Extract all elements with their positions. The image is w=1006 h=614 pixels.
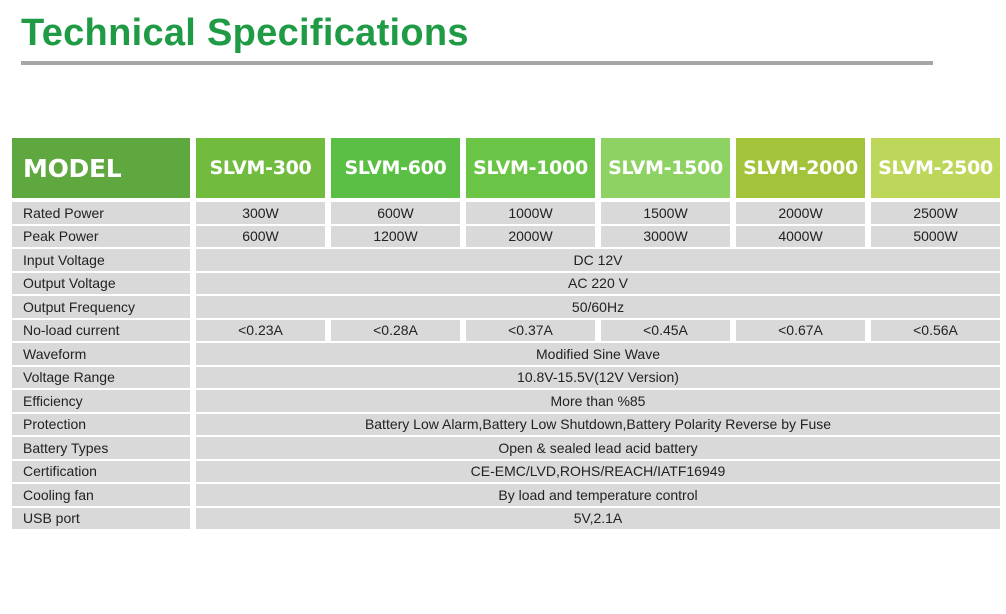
spec-label: Battery Types <box>12 437 190 459</box>
spec-value-shared: 5V,2.1A <box>196 508 1000 530</box>
spec-label: Voltage Range <box>12 367 190 389</box>
spec-label: Waveform <box>12 343 190 365</box>
spec-value: 3000W <box>601 226 730 248</box>
spec-label: USB port <box>12 508 190 530</box>
spec-value: 600W <box>196 226 325 248</box>
spec-table <box>12 138 1000 529</box>
model-header-slvm-1000: SLVM-1000 <box>466 138 595 198</box>
spec-label: Peak Power <box>12 226 190 248</box>
spec-value-shared: Modified Sine Wave <box>196 343 1000 365</box>
spec-value: 1000W <box>466 202 595 224</box>
spec-label: Input Voltage <box>12 249 190 271</box>
spec-value: 2500W <box>871 202 1000 224</box>
spec-value: 2000W <box>736 202 865 224</box>
model-header-slvm-300: SLVM-300 <box>196 138 325 198</box>
spec-label: Protection <box>12 414 190 436</box>
model-header-slvm-2500: SLVM-2500 <box>871 138 1000 198</box>
spec-label: Output Voltage <box>12 273 190 295</box>
spec-value-shared: 50/60Hz <box>196 296 1000 318</box>
model-header-slvm-2000: SLVM-2000 <box>736 138 865 198</box>
spec-value: <0.28A <box>331 320 460 342</box>
spec-value: <0.56A <box>871 320 1000 342</box>
spec-value-shared: CE-EMC/LVD,ROHS/REACH/IATF16949 <box>196 461 1000 483</box>
spec-value: <0.45A <box>601 320 730 342</box>
spec-value: 1200W <box>331 226 460 248</box>
page-title: Technical Specifications <box>21 12 469 54</box>
spec-value: 1500W <box>601 202 730 224</box>
spec-value-shared: AC 220 V <box>196 273 1000 295</box>
spec-value: <0.37A <box>466 320 595 342</box>
model-header-slvm-600: SLVM-600 <box>331 138 460 198</box>
spec-value-shared: DC 12V <box>196 249 1000 271</box>
spec-value: 4000W <box>736 226 865 248</box>
spec-value-shared: Battery Low Alarm,Battery Low Shutdown,Battery Polarity Reverse by Fuse <box>196 414 1000 436</box>
spec-value: 600W <box>331 202 460 224</box>
spec-value: 300W <box>196 202 325 224</box>
spec-label: No-load current <box>12 320 190 342</box>
title-divider <box>21 61 933 65</box>
spec-label: Output Frequency <box>12 296 190 318</box>
spec-value: <0.23A <box>196 320 325 342</box>
spec-label: Cooling fan <box>12 484 190 506</box>
spec-value-shared: By load and temperature control <box>196 484 1000 506</box>
spec-value: <0.67A <box>736 320 865 342</box>
model-header-slvm-1500: SLVM-1500 <box>601 138 730 198</box>
spec-value: 2000W <box>466 226 595 248</box>
spec-value-shared: 10.8V-15.5V(12V Version) <box>196 367 1000 389</box>
spec-label: Rated Power <box>12 202 190 224</box>
spec-value-shared: More than %85 <box>196 390 1000 412</box>
model-header: MODEL <box>12 138 190 198</box>
spec-value-shared: Open & sealed lead acid battery <box>196 437 1000 459</box>
spec-label: Certification <box>12 461 190 483</box>
spec-value: 5000W <box>871 226 1000 248</box>
spec-label: Efficiency <box>12 390 190 412</box>
